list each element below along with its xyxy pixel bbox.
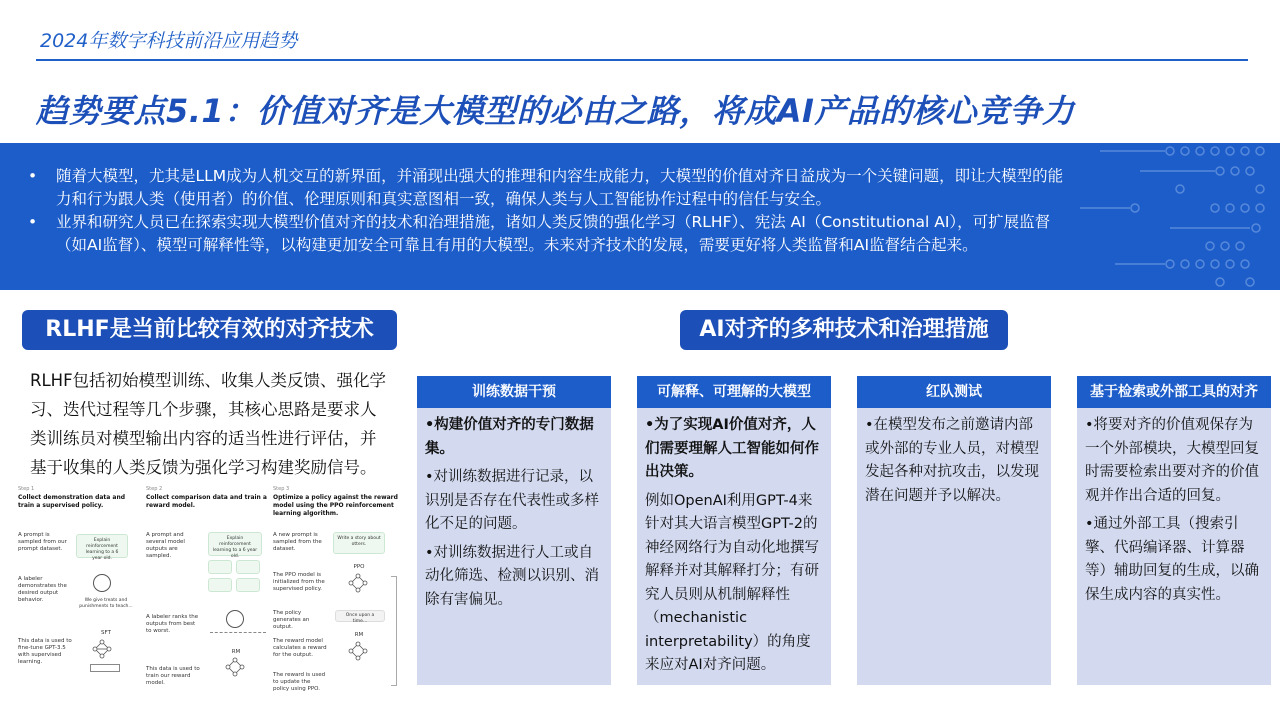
card-body: •构建价值对齐的专门数据集。 •对训练数据进行记录，以识别是否存在代表性或多样化不足的问题。 •对训练数据进行人工或自动化筛选、检测以识别、消除有害偏见。 — [425, 417, 599, 608]
report-subtitle: 2024年数字科技前沿应用趋势 — [40, 30, 298, 52]
header-divider — [36, 59, 1248, 61]
output-box: Once upon a time... — [335, 610, 385, 622]
card-retrieval-alignment — [1077, 376, 1271, 685]
card-red-teaming — [857, 376, 1051, 685]
prompt-box: Write a story about otters. — [333, 532, 385, 554]
card-title: 可解释、可理解的大模型 — [637, 376, 831, 408]
data-docs-icon — [90, 664, 120, 672]
card-training-data — [417, 376, 611, 685]
summary-banner — [0, 143, 1280, 290]
diagram-step-3: Step 3 Optimize a policy against the reward model using the PPO reinforcement learning algorithm. A new prompt is sampled from the dataset. Write a story about otters. The PPO model is initialized from the supervised policy. PPO The policy generates an output. Once upon a time... The reward model calculates a reward for the output. RM The reward is used to update the policy using PPO. — [273, 486, 398, 692]
page-title: 趋势要点5.1：价值对齐是大模型的必由之路，将成AI产品的核心竞争力 — [36, 92, 1075, 130]
summary-bullet: • 业界和研究人员已在探索实现大模型价值对齐的技术和治理措施，诸如人类反馈的强化学习（RLHF）、宪法 AI（Constitutional AI），可扩展监督（如AI监督）、模型可解释性等，以构建更加安全可靠且有用的大模型。未来对齐技术的发展，需要更好将人类监督和AI监督结合起来。 — [28, 213, 1051, 254]
rlhf-section-heading: RLHF是当前比较有效的对齐技术 — [22, 310, 397, 350]
card-title: 基于检索或外部工具的对齐 — [1077, 376, 1271, 408]
summary-bullet: • 随着大模型，尤其是LLM成为人机交互的新界面，并涌现出强大的推理和内容生成能力，大模型的价值对齐日益成为一个关键问题，即让大模型的能力和行为跟人类（使用者）的价值、伦理原则和真实意图相一致，确保人类与人工智能协作过程中的信任与安全。 — [28, 167, 1064, 208]
output-box-c — [208, 578, 232, 592]
rlhf-description: RLHF包括初始模型训练、收集人类反馈、强化学习、迭代过程等几个步骤，其核心思路是要求人类训练员对模型输出内容的适当性进行评估，并基于收集的人类反馈为强化学习构建奖励信号。 — [30, 371, 387, 477]
card-title: 红队测试 — [857, 376, 1051, 408]
labeler-icon — [93, 574, 111, 592]
summary-bullet-list — [28, 165, 1068, 257]
card-body: •为了实现AI价值对齐，人们需要理解人工智能如何作出决策。 例如OpenAI利用GPT-4来针对其大语言模型GPT-2的神经网络行为自动化地撰写解释并对其解释打分；有研究人员则从机制解释性（mechanistic interpretability）的角度来应对AI对齐问题。 — [645, 417, 819, 673]
prompt-box: Explain reinforcement learning to a 6 year old. — [208, 532, 262, 556]
alignment-section-heading: AI对齐的多种技术和治理措施 — [680, 310, 1008, 350]
rlhf-process-diagram — [18, 486, 400, 704]
card-title: 训练数据干预 — [417, 376, 611, 408]
feedback-loop-arrow — [391, 576, 397, 686]
diagram-step-2: Step 2 Collect comparison data and train a reward model. A prompt and several model outputs are sampled. Explain reinforcement learning to a 6 year old. A labeler ranks the outputs from best to worst. This data is used to train our reward model. RM — [146, 486, 267, 686]
card-body: •在模型发布之前邀请内部或外部的专业人员，对模型发起各种对抗攻击，以发现潜在问题并予以解决。 — [865, 417, 1039, 504]
output-box-a — [208, 560, 232, 574]
diagram-step-1: Step 1 Collect demonstration data and train a supervised policy. A prompt is sampled from our prompt dataset. Explain reinforcement learning to a 6 year old. A labeler demonstrates the desired output behavior. We give treats and punishments to teach... This data is used to fine-tune GPT-3.5 with supervised learning. SFT — [18, 486, 138, 704]
output-box-b — [236, 560, 260, 574]
card-body: •将要对齐的价值观保存为一个外部模块，大模型回复时需要检索出要对齐的价值观并作出合适的回复。 •通过外部工具（搜索引擎、代码编译器、计算器等）辅助回复的生成，以确保生成内容的真实性。 — [1085, 417, 1259, 603]
output-box-d — [236, 578, 260, 592]
prompt-box: Explain reinforcement learning to a 6 year old. — [76, 534, 128, 558]
neural-network-icon — [347, 640, 369, 662]
neural-network-icon — [347, 572, 369, 594]
labeler-icon — [226, 610, 244, 628]
neural-network-icon — [91, 638, 113, 660]
card-interpretability — [637, 376, 831, 685]
ranking-icon — [210, 632, 266, 640]
neural-network-icon — [224, 656, 246, 678]
